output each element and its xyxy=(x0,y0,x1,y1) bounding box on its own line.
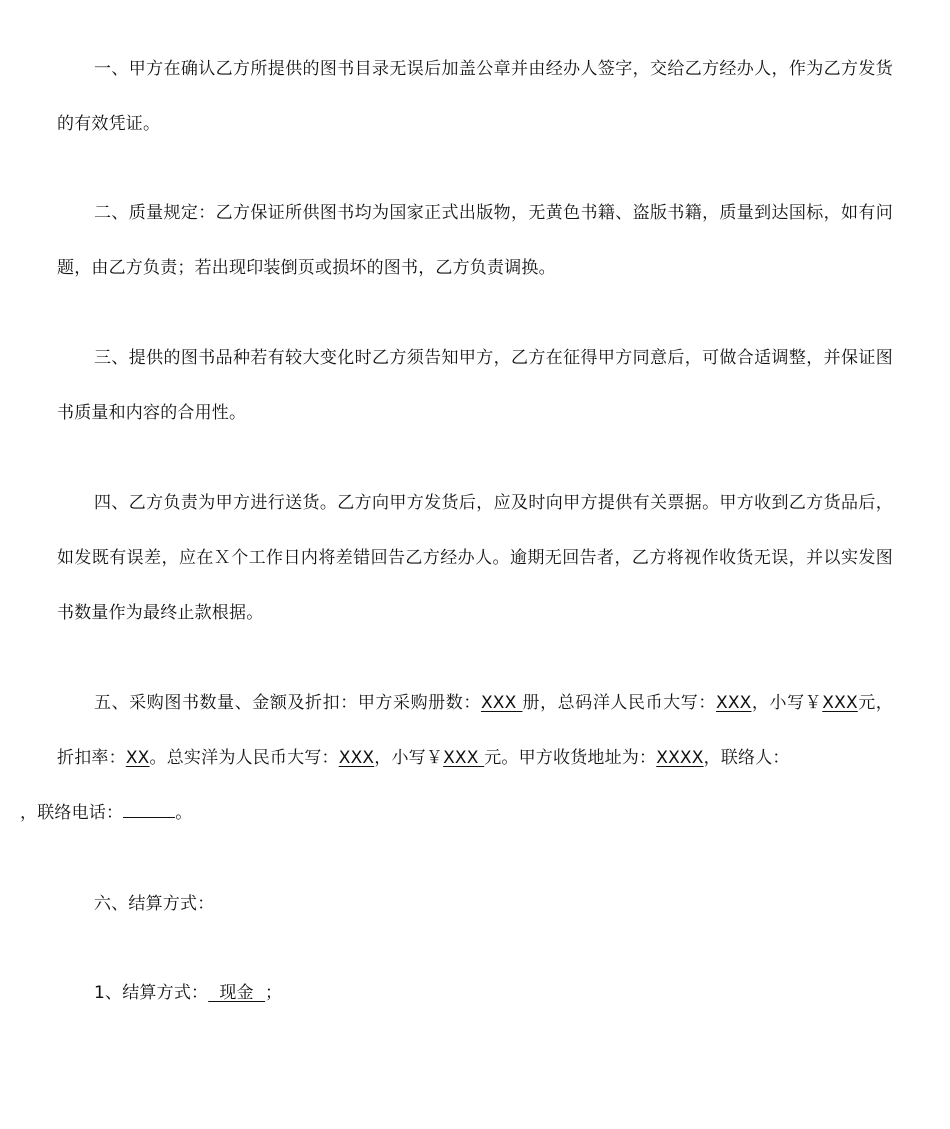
clause-5-text-7: 元。甲方收货地址为： xyxy=(484,748,657,768)
clause-5-text-4: 元，折扣率： xyxy=(57,693,893,768)
clause-5-text-9: ，联络电话： xyxy=(20,803,124,823)
purchase-quantity-field: XXX xyxy=(480,693,523,713)
delivery-address-field: XXXX xyxy=(656,748,704,768)
clause-3-text: 三、提供的图书品种若有较大变化时乙方须告知甲方，乙方在征得甲方同意后，可做合适调整，并保证图书质量和内容的合用性。 xyxy=(57,348,893,423)
total-amount-upper-field: XXX xyxy=(715,693,752,713)
clause-5-text-8: ，联络人： xyxy=(703,748,790,768)
clause-5-text-5: 。总实洋为人民币大写： xyxy=(149,748,339,768)
clause-4-text: 四、乙方负责为甲方进行送货。乙方向甲方发货后，应及时向甲方提供有关票据。甲方收到乙方货品后，如发既有误差，应在Ｘ个工作日内将差错回告乙方经办人。逾期无回告者，乙方将视作收货无误，并以实发图书数量作为最终止款根据。 xyxy=(57,493,893,623)
net-amount-upper-field: XXX xyxy=(338,748,375,768)
clause-2-quality xyxy=(57,186,893,296)
clause-6-title: 六、结算方式： xyxy=(94,894,215,914)
settlement-method-end: ； xyxy=(265,983,283,1003)
clause-4-delivery xyxy=(57,476,893,641)
total-amount-lower-field: XXX xyxy=(822,693,858,713)
contact-phone-blank xyxy=(123,799,175,818)
clause-5-text-3: ，小写￥ xyxy=(751,693,823,713)
clause-5-text-1: 五、采购图书数量、金额及折扣：甲方采购册数： xyxy=(94,693,481,713)
discount-rate-field: XX xyxy=(125,748,150,768)
clause-1 xyxy=(57,42,893,152)
settlement-method-label: 1、结算方式： xyxy=(94,983,209,1003)
settlement-method-value: 现金 xyxy=(208,983,266,1003)
clause-3-variety xyxy=(57,331,893,441)
clause-5-purchase xyxy=(20,676,893,841)
clause-6-settlement-title xyxy=(57,877,893,932)
clause-6-item-1 xyxy=(57,966,893,1021)
clause-5-text-10: 。 xyxy=(175,803,193,823)
net-amount-lower-field: XXX xyxy=(443,748,485,768)
clause-1-text: 一、甲方在确认乙方所提供的图书目录无误后加盖公章并由经办人签字，交给乙方经办人，作为乙方发货的有效凭证。 xyxy=(57,59,893,134)
clause-2-text: 二、质量规定：乙方保证所供图书均为国家正式出版物，无黄色书籍、盗版书籍，质量到达国标，如有问题，由乙方负责；若出现印装倒页或损坏的图书，乙方负责调换。 xyxy=(57,203,893,278)
clause-5-text-2: 册，总码洋人民币大写： xyxy=(522,693,716,713)
clause-5-text-6: ，小写￥ xyxy=(374,748,444,768)
